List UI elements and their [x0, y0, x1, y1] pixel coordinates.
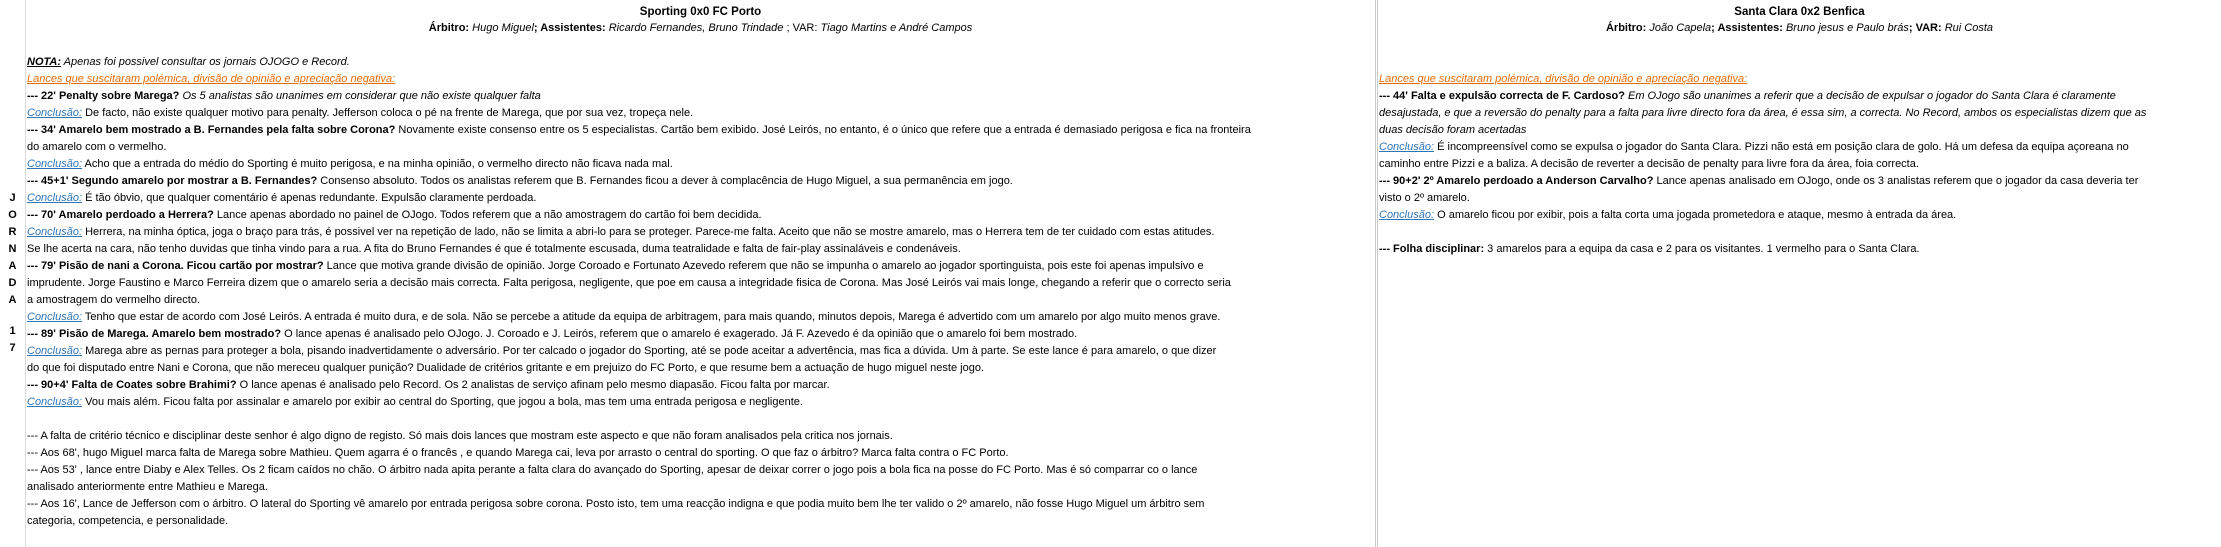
lance-line: --- 79' Pisão de nani a Corona. Ficou cartão por mostrar? Lance que motiva grande divisão de opinião. Jorge Coroado e Fortunato Azevedo referem que não se impunha o amarelo ao jogador sportinguista, pois este foi apenas impulsivo e [27, 260, 1204, 272]
conclusion-line-cont: Se lhe acerta na cara, não tenho duvidas que tinha vindo para a rua. A fita do Bruno Fernandes é que é totalmente escusada, duma teatralidade e falta de fair-play assinaláveis e condenáveis. [27, 243, 961, 255]
lance-line: --- 90+4' Falta de Coates sobre Brahimi? O lance apenas é analisado pelo Record. Os 2 analistas de serviço afinam pelo mesmo diapasão. Ficou falta por marcar. [27, 379, 830, 391]
conclusion-line-cont: do que foi disputado entre Nani e Corona, que não mereceu qualquer punição? Dualidade de critérios gritante e em prejuizo do FC Porto, e que resume bem a actuação de hugo miguel neste jogo. [27, 362, 984, 374]
jornada-letter: N [8, 243, 17, 255]
match-officials: Árbitro: João Capela; Assistentes: Bruno jesus e Paulo brás; VAR: Rui Costa [1605, 22, 1994, 34]
jornada-digit: 1 [9, 325, 16, 337]
match-analysis [26, 54, 1375, 530]
jornada-digit: 7 [9, 342, 16, 354]
match-cell-sporting-porto[interactable] [26, 0, 1376, 547]
conclusion-line: Conclusão: É incompreensível como se expulsa o jogador do Santa Clara. Pizzi não está em posição clara de golo. Há um defesa da equipa açoreana no [1379, 141, 2129, 153]
jornada-letter: D [8, 277, 17, 289]
jornada-letter: R [8, 226, 17, 238]
jornada-column [0, 0, 26, 547]
match-analysis [1378, 54, 2221, 258]
conclusion-line: Conclusão: O amarelo ficou por exibir, pois a falta corta uma jogada prometedora e ataque, mesmo à entrada da área. [1379, 209, 1957, 221]
note-line: categoria, competencia, e personalidade. [27, 515, 229, 527]
jornada-letter: A [8, 260, 17, 272]
lance-line-cont: visto o 2º amarelo. [1379, 192, 1470, 204]
match-title: Santa Clara 0x2 Benfica [1734, 6, 1865, 18]
lance-line: --- 44' Falta e expulsão correcta de F. Cardoso? Em OJogo são unanimes a referir que a decisão de expulsar o jogador do Santa Clara é claramente [1379, 90, 2116, 102]
match-title: Sporting 0x0 FC Porto [639, 6, 762, 18]
conclusion-line: Conclusão: Marega abre as pernas para proteger a bola, pisando inadvertidamente o adversário. Por ter calcado o jogador do Sporting, até se pode aceitar a advertência, mas fica a dúvida. Um à parte. Se este lance é para amarelo, o que dizer [27, 345, 1217, 357]
match-officials: Árbitro: Hugo Miguel; Assistentes: Ricardo Fernandes, Bruno Trindade ; VAR: Tiago Martins e André Campos [428, 22, 973, 34]
note-line: --- Aos 53' , lance entre Diaby e Alex Telles. Os 2 ficam caídos no chão. O árbitro nada apita perante a falta clara do avançado do Sporting, apesar de deixar correr o jogo pois a bola fica na posse do FC Porto. Mas é só comparrar co o lance [27, 464, 1198, 476]
note-line: --- Aos 16', Lance de Jefferson com o árbitro. O lateral do Sporting vê amarelo por entrada perigosa sobre corona. Posto isto, tem uma reacção indigna e que podia muito bem lhe ter valido o 2º amarelo, não fosse Hugo Miguel um árbitro sem [27, 498, 1205, 510]
jornada-letter: J [9, 192, 16, 204]
lance-line: --- 70' Amarelo perdoado a Herrera? Lance apenas abordado no painel de OJogo. Todos referem que a não amostragem do cartão foi bem decidida. [27, 209, 762, 221]
conclusion-line: Conclusão: Vou mais além. Ficou falta por assinalar e amarelo por exibir ao central do Sporting, que jogou a bola, mas tem uma entrada perigosa e negligente. [27, 396, 803, 408]
match-cell-santaclara-benfica[interactable] [1377, 0, 2221, 547]
lance-line-cont: duas decisão foram acertadas [1379, 124, 1527, 136]
conclusion-line: Conclusão: Acho que a entrada do médio do Sporting é muito perigosa, e na minha opinião, o vermelho directo não ficava nada mal. [27, 158, 673, 170]
lance-line: --- 34' Amarelo bem mostrado a B. Fernandes pela falta sobre Corona? Novamente existe consenso entre os 5 especialistas. Cartão bem exibido. José Leirós, no entanto, é o único que refere que a entrada é demasiado perigosa e fica na fronteira [27, 124, 1251, 136]
note-line: analisado anteriormente entre Mathieu e Marega. [27, 481, 268, 493]
conclusion-line: Conclusão: Tenho que estar de acordo com José Leirós. A entrada é muito dura, e de sola. Não se percebe a atitude da equipa de arbitragem, para mais quando, minutos depois, Marega é advertido com um amarelo por algo muito menos grave. [27, 311, 1221, 323]
polemic-heading: Lances que suscitaram polémica, divisão de opinião e apreciação negativa: [1379, 73, 1748, 85]
lance-line: --- 22' Penalty sobre Marega? Os 5 analistas são unanimes em considerar que não existe qualquer falta [27, 90, 541, 102]
polemic-heading: Lances que suscitaram polémica, divisão de opinião e apreciação negativa: [27, 73, 396, 85]
lance-line: --- 90+2' 2º Amarelo perdoado a Anderson Carvalho? Lance apenas analisado em OJogo, onde os 3 analistas referem que o jogador da casa deveria ter [1379, 175, 2139, 187]
lance-line: --- 45+1' Segundo amarelo por mostrar a B. Fernandes? Consenso absoluto. Todos os analistas referem que B. Fernandes ficou a dever à complacência de Hugo Miguel, a sua permanência em jogo. [27, 175, 1013, 187]
conclusion-line: Conclusão: Herrera, na minha óptica, joga o braço para trás, é possivel ver na repetição de lado, não se limita a abri-lo para se proteger. Parece-me falta. Aceito que não se mostre amarelo, mas o Herrera tem de ter cuidado com estas atitudes. [27, 226, 1215, 238]
conclusion-line: Conclusão: De facto, não existe qualquer motivo para penalty. Jefferson coloca o pé na frente de Marega, que por sua vez, tropeça nele. [27, 107, 694, 119]
jornada-letter: A [8, 294, 17, 306]
jornada-letter: O [8, 209, 17, 221]
nota-line: NOTA: Apenas foi possivel consultar os jornais OJOGO e Record. [27, 56, 350, 68]
lance-line: --- 89' Pisão de Marega. Amarelo bem mostrado? O lance apenas é analisado pelo OJogo. J. Coroado e J. Leirós, referem que o amarelo é exagerado. Já F. Azevedo é da opinião que o amarelo foi bem mostrado. [27, 328, 1078, 340]
note-line: --- A falta de critério técnico e disciplinar deste senhor é algo digno de registo. Só mais dois lances que mostram este aspecto e que não foram analisados pela critica nos jornais. [27, 430, 893, 442]
note-line: --- Aos 68', hugo Miguel marca falta de Marega sobre Mathieu. Quem agarra é o francês , e quando Marega cai, leva por arrasto o central do sporting. O que faz o árbitro? Marca falta contra o FC Porto. [27, 447, 1009, 459]
conclusion-line: Conclusão: É tão óbvio, que qualquer comentário é apenas redundante. Expulsão claramente perdoada. [27, 192, 537, 204]
conclusion-line-cont: caminho entre Pizzi e a baliza. A decisão de reverter a decisão de penalty para livre fora da área, foia correcta. [1379, 158, 1919, 170]
lance-line-cont: desajustada, e que a reversão do penalty para a falta para livre directo fora da área, é essa sim, a correcta. No Record, ambos os especialistas dizem que as [1379, 107, 2147, 119]
folha-disciplinar-line: --- Folha disciplinar: 3 amarelos para a equipa da casa e 2 para os visitantes. 1 vermelho para o Santa Clara. [1379, 243, 1920, 255]
lance-line-cont: do amarelo com o vermelho. [27, 141, 167, 153]
lance-line-cont: imprudente. Jorge Faustino e Marco Ferreira dizem que o amarelo seria a decisão mais correcta. Falta perigosa, negligente, que poe em causa a integridade fisica de Corona. Mas José Leirós vai mais longe, chegando a referir que o correcto seria [27, 277, 1231, 289]
lance-line-cont: a amostragem do vermelho directo. [27, 294, 201, 306]
